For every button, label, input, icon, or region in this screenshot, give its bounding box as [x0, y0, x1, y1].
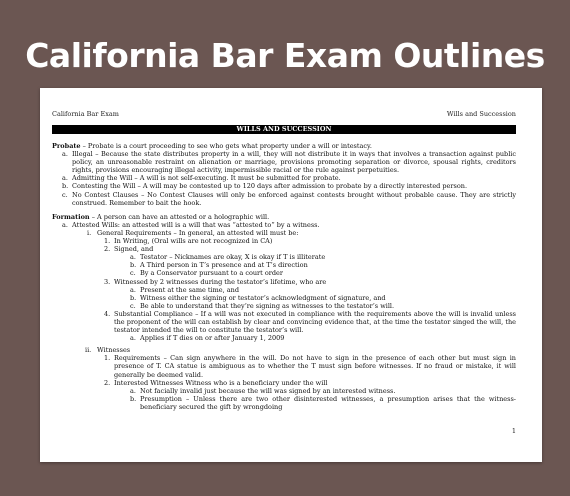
- probate-item-c: [62, 190, 516, 207]
- probate-item-a2: [62, 174, 516, 183]
- formation-item-i3b: [130, 293, 516, 302]
- formation-item-i2: [104, 245, 516, 254]
- formation-item-i2a: [130, 253, 516, 262]
- list-marker: a.: [130, 386, 136, 395]
- list-marker: 4.: [104, 309, 111, 318]
- list-text: Be able to understand that they’re signing as witnesses to the testator’s will.: [140, 301, 395, 310]
- list-text: In Writing, (Oral wills are not recognized in CA): [114, 237, 273, 246]
- list-text: Requirements – Can sign anywhere in the will. Do not have to sign in the presence of each other but must sign in presence of T. CA statue is ambiguous as to whether the T must sign before witnesses. If no fraud or mistake, it will generally be deemed valid.: [114, 354, 516, 379]
- list-text: A Third person in T’s presence and at T’s direction: [140, 261, 308, 270]
- list-marker: 2.: [104, 378, 111, 387]
- list-text: Present at the same time, and: [140, 285, 239, 294]
- list-text: Testator – Nicknames are okay, X is okay if T is illiterate: [140, 253, 326, 262]
- banner-title: California Bar Exam Outlines: [25, 36, 545, 75]
- list-text: Presumption – Unless there are two other disinterested witnesses, a presumption arises that the witness-beneficiary secured the gift by wrongdoing: [140, 394, 516, 411]
- formation-item-i4: [104, 309, 516, 335]
- document-page: [40, 88, 542, 462]
- formation-item-i: [87, 228, 516, 237]
- formation-item-ii2b: [130, 394, 516, 411]
- formation-item-ii2: [104, 378, 516, 387]
- list-marker: a.: [62, 150, 68, 159]
- document-body: [52, 142, 516, 411]
- formation-item-i3a: [130, 285, 516, 294]
- list-text: Applies if T dies on or after January 1, 2009: [140, 334, 285, 343]
- list-marker: 2.: [104, 245, 111, 254]
- formation-item-i4a: [130, 334, 516, 343]
- list-text: Interested Witnesses Witness who is a beneficiary under the will: [114, 378, 328, 387]
- list-marker: ii.: [85, 346, 92, 355]
- list-marker: a.: [130, 253, 136, 262]
- list-marker: a.: [130, 334, 136, 343]
- formation-item-i3c: [130, 301, 516, 310]
- list-marker: a.: [130, 285, 136, 294]
- list-text: Not facially invalid just because the will was signed by an interested witness.: [140, 386, 396, 395]
- list-marker: 1.: [104, 237, 111, 246]
- formation-term: Formation: [52, 212, 90, 221]
- list-text: Witnessed by 2 witnesses during the testator’s lifetime, who are: [114, 277, 327, 286]
- header-right: Wills and Succession: [446, 110, 516, 118]
- probate-item-a: [62, 150, 516, 175]
- formation-item-i3: [104, 277, 516, 286]
- formation-item-i2b: [130, 261, 516, 270]
- list-marker: a.: [62, 220, 68, 229]
- page-header: [52, 110, 516, 118]
- probate-paragraph: [52, 142, 516, 150]
- list-marker: 3.: [104, 277, 111, 286]
- list-text: Witnesses: [97, 346, 131, 355]
- probate-intro: – Probate is a court proceeding to see who gets what property under a will or intestacy.: [80, 142, 372, 150]
- list-text: Attested Wills: an attested will is a will that was “attested to” by a witness.: [72, 220, 320, 229]
- list-text: Witness either the signing or testator’s acknowledgment of signature, and: [140, 293, 386, 302]
- formation-item-a: [62, 220, 516, 229]
- formation-item-i1: [104, 237, 516, 246]
- list-marker: 1.: [104, 354, 111, 363]
- probate-item-b: [62, 182, 516, 191]
- probate-term: Probate: [52, 142, 81, 150]
- formation-item-ii2a: [130, 386, 516, 395]
- section-title: WILLS AND SUCCESSION: [52, 125, 516, 134]
- list-text: General Requirements – In general, an attested will must be:: [97, 228, 299, 237]
- list-marker: b.: [130, 293, 137, 302]
- header-left: California Bar Exam: [52, 110, 119, 118]
- list-text: Contesting the Will – A will may be contested up to 120 days after admission to probate by a directly interested person.: [72, 182, 468, 191]
- list-text: By a Conservator pursuant to a court order: [140, 269, 283, 278]
- list-marker: c.: [130, 269, 136, 278]
- list-marker: a.: [62, 174, 68, 183]
- list-marker: c.: [62, 190, 68, 199]
- formation-intro: – A person can have an attested or a holographic will.: [89, 212, 270, 221]
- formation-item-i2c: [130, 269, 516, 278]
- list-marker: b.: [130, 261, 137, 270]
- list-marker: b.: [62, 182, 69, 191]
- list-text: Admitting the Will – A will is not self-executing. It must be submitted for probate.: [72, 174, 341, 183]
- list-text: Substantial Compliance – If a will was not executed in compliance with the requirements above the will is invalid unless the proponent of the will can establish by clear and convincing evidence that, at the time the testator singed the will, the testator intended the will to constitute the testator’s will.: [114, 309, 516, 335]
- list-text: No Contest Clauses – No Contest Clauses will only be enforced against contests brought without probable cause. They are strictly construed. Remember to bait the hook.: [72, 190, 516, 207]
- list-text: Signed, and: [114, 245, 154, 254]
- list-marker: c.: [130, 301, 136, 310]
- formation-item-ii1: [104, 354, 516, 379]
- list-marker: i.: [87, 228, 92, 237]
- formation-paragraph: [52, 213, 516, 221]
- list-marker: b.: [130, 394, 137, 403]
- list-text: Illegal – Because the state distributes property in a will, they will not distribute it in ways that involves a transaction against public policy, an unreasonable restraint on alienation or marriage, provisions promoting separation or divorce, spousal rights, creditors rights, provisions encouraging illegal activity, impermissible racial or the rule against perpetuities.: [72, 150, 516, 175]
- formation-item-ii: [85, 346, 516, 355]
- page-number: 1: [511, 427, 516, 435]
